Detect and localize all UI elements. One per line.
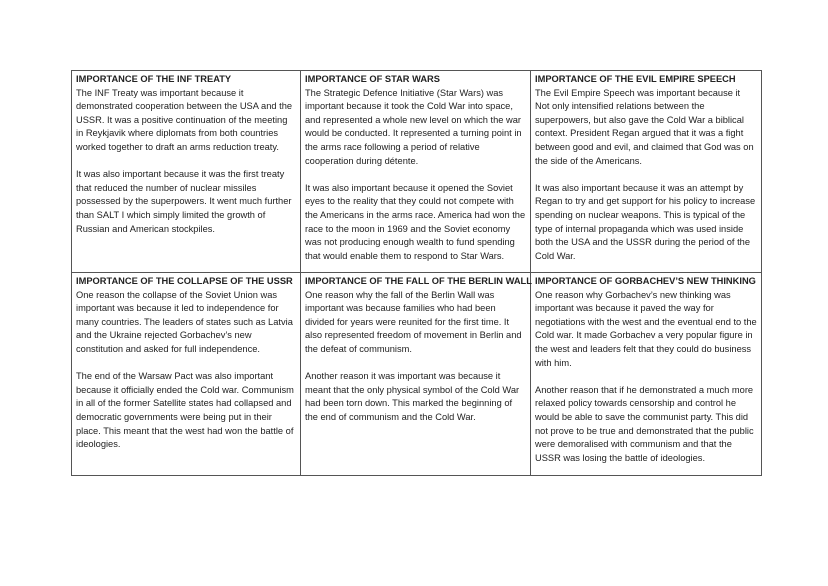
cell-gorbachev-new-thinking [531,273,762,476]
cell-star-wars [301,71,531,273]
cell-paragraph: Another reason that if he demonstrated a much more relaxed policy towards censorship and control he would be able to save the communist party. This did not prove to be true and demonstrated that the public were demoralised with communism and that the USSR was losing the battle of ideologies. [535,384,754,463]
cell-paragraph: One reason why Gorbachev’s new thinking was important was because it paved the way for negotiations with the west and the eventual end to the Cold war. It made Gorbachev a very popular figure in the west and leaders felt that they could do business with him. [535,289,757,368]
cell-title: IMPORTANCE OF THE INF TREATY [76,74,232,84]
cell-collapse-ussr [72,273,301,476]
cell-paragraph: The INF Treaty was important because it demonstrated cooperation between the USA and the USSR. It was a positive continuation of the meeting in Reykjavik where diplomats from both countries worked together to draft an arms reduction treaty. [76,87,293,152]
cell-paragraph: One reason the collapse of the Soviet Union was important was because it led to independence for many countries. The leaders of states such as Latvia and the Ukraine rejected Gorbachev’s new constitution and asked for full independence. [76,289,293,354]
cell-inf-treaty [72,71,301,273]
importance-table [71,70,762,476]
cell-berlin-wall [301,273,531,476]
cell-paragraph: It was also important because it was an attempt by Regan to try and get support for his policy to increase spending on nuclear weapons. This is typical of the type of internal propaganda which was used inside both the USA and the USSR during the period of the Cold War. [535,182,756,261]
cell-title: IMPORTANCE OF THE EVIL EMPIRE SPEECH [535,74,736,84]
cell-title: IMPORTANCE OF GORBACHEV’S NEW THINKING [535,276,756,286]
table-row [72,273,762,476]
table-row [72,71,762,273]
cell-title: IMPORTANCE OF STAR WARS [305,74,440,84]
cell-paragraph: Another reason it was important was because it meant that the only physical symbol of the Cold War had been torn down. This marked the beginning of the end of communism and the Cold War. [305,371,520,422]
cell-evil-empire-speech [531,71,762,273]
cell-paragraph: The Strategic Defence Initiative (Star Wars) was important because it took the Cold War into space, and represented a whole new level on which the war would be conducted. It represented a turning point in the arms race following a period of relative cooperation during détente. [305,87,522,166]
cell-paragraph: It was also important because it opened the Soviet eyes to the reality that they could not compete with the Americans in the arms race. America had won the race to the moon in 1969 and the Soviet economy was not producing enough wealth to fund spending that would enable them to respond to Star Wars. [305,182,526,261]
cell-paragraph: The end of the Warsaw Pact was also important because it officially ended the Cold war. Communism in all of the former Satellite states had collapsed and democratic governments were being put in their place. This meant that the west had won the battle of ideologies. [76,371,294,450]
cell-title: IMPORTANCE OF THE COLLAPSE OF THE USSR [76,276,293,286]
cell-title: IMPORTANCE OF THE FALL OF THE BERLIN WALL [305,276,532,286]
cell-paragraph: The Evil Empire Speech was important because it Not only intensified relations between the superpowers, but also gave the Cold War a biblical context. President Regan argued that it was a fight between good and evil, and claimed that God was on the side of the Americans. [535,87,754,166]
cell-paragraph: It was also important because it was the first treaty that reduced the number of nuclear missiles possessed by the superpowers. It went much further than SALT I which simply limited the growth of Russian and American stockpiles. [76,169,292,234]
cell-paragraph: One reason why the fall of the Berlin Wall was important was because families who had been divided for years were reunited for the first time. It also represented freedom of movement in Berlin and the defeat of communism. [305,289,522,354]
